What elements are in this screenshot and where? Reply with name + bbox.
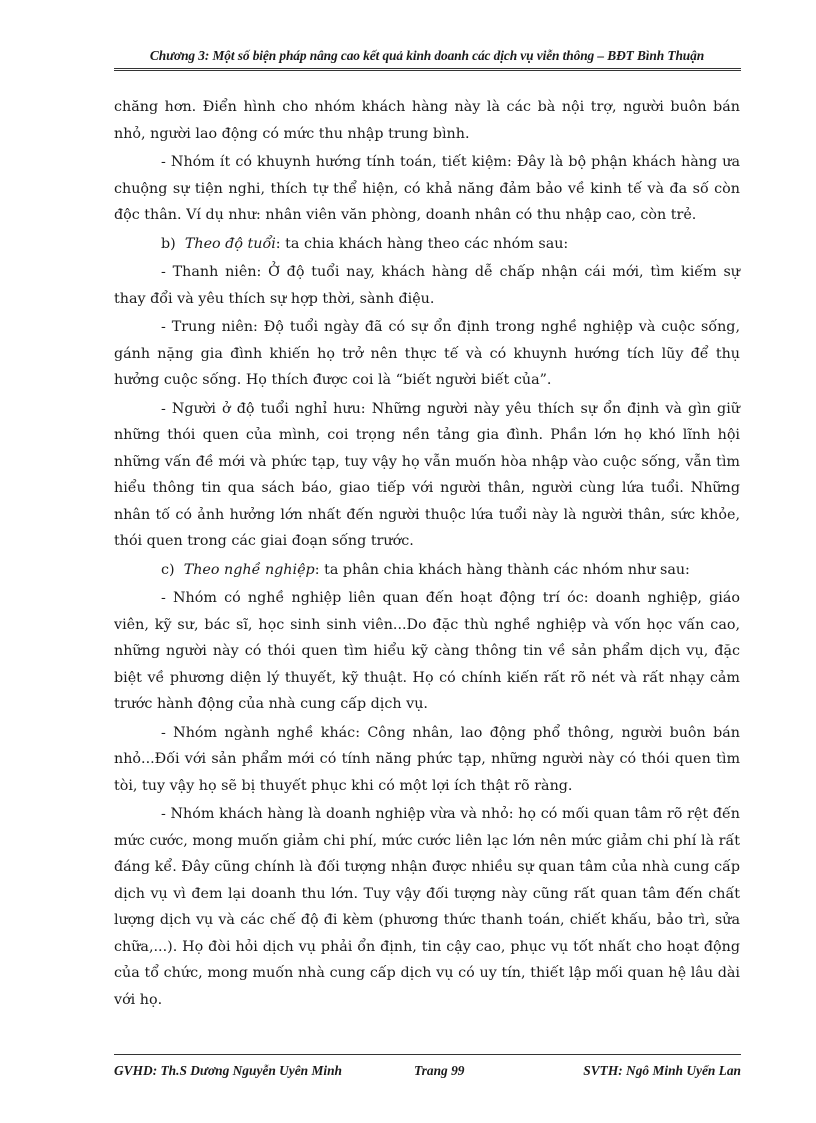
footer-page-number: Trang 99 bbox=[414, 1063, 465, 1078]
paragraph-3-text: : ta chia khách hàng theo các nhóm sau: bbox=[275, 235, 569, 252]
paragraph-7-text: : ta phân chia khách hàng thành các nhóm như sau: bbox=[314, 561, 690, 578]
paragraph-2: - Nhóm ít có khuynh hướng tính toán, tiết kiệm: Đây là bộ phận khách hàng ưa chuộng sự tiện nghi, thích tự thể hiện, có khả năng đảm bảo về kinh tế và đa số còn độc thân. Ví dụ như: nhân viên văn phòng, doanh nhân có thu nhập cao, còn trẻ. bbox=[114, 154, 740, 223]
paragraph-10: - Nhóm khách hàng là doanh nghiệp vừa và nhỏ: họ có mối quan tâm rõ rệt đến mức cước, mong muốn giảm chi phí, mức cước liên lạc lớn nên mức giảm chi phí là rất đáng kể. Đây cũng chính là đối tượng nhận được nhiều sự quan tâm của nhà cung cấp dịch vụ vì đem lại doanh thu lớn. Tuy vậy đối tượng này cũng rất quan tâm đến chất lượng dịch vụ và các chế độ đi kèm (phương thức thanh toán, chiết khấu, bảo trì, sửa chữa,...). Họ đòi hỏi dịch vụ phải ổn định, tin cậy cao, phục vụ tốt nhất cho hoạt động của tổ chức, mong muốn nhà cung cấp dịch vụ có uy tín, thiết lập mối quan hệ lâu dài với họ. bbox=[114, 806, 740, 1008]
footer-rule bbox=[114, 1054, 741, 1055]
term-age: Theo độ tuổi bbox=[184, 235, 276, 252]
list-marker-c: c) bbox=[161, 561, 175, 578]
paragraph-4: - Thanh niên: Ở độ tuổi nay, khách hàng dễ chấp nhận cái mới, tìm kiếm sự thay đổi và yêu thích sự hợp thời, sành điệu. bbox=[114, 264, 740, 307]
running-footer bbox=[114, 1063, 741, 1083]
body-text bbox=[114, 94, 740, 1013]
paragraph-3 bbox=[114, 231, 740, 258]
paragraph-9: - Nhóm ngành nghề khác: Công nhân, lao động phổ thông, người buôn bán nhỏ...Đối với sản phẩm mới có tính năng phức tạp, những người này có thói quen tìm tòi, tuy vậy họ sẽ bị thuyết phục khi có một lợi ích thật rõ ràng. bbox=[114, 724, 740, 794]
paragraph-6: - Người ở độ tuổi nghỉ hưu: Những người này yêu thích sự ổn định và gìn giữ những thói quen của mình, coi trọng nền tảng gia đình. Phần lớn họ khó lĩnh hội những vấn đề mới và phức tạp, tuy vậy họ vẫn muốn hòa nhập vào cuộc sống, vẫn tìm hiểu thông tin qua sách báo, giao tiếp với người thân, người cùng lứa tuổi. Những nhân tố có ảnh hưởng lớn nhất đến người thuộc lứa tuổi này là người thân, sức khỏe, thói quen trong các giai đoạn sống trước. bbox=[114, 400, 740, 549]
running-header: Chương 3: Một số biện pháp nâng cao kết quả kinh doanh các dịch vụ viễn thông – BĐT Bình Thuận bbox=[149, 48, 705, 63]
list-marker-b: b) bbox=[161, 235, 176, 252]
header-rule bbox=[114, 68, 741, 71]
footer-advisor: GVHD: Th.S Dương Nguyễn Uyên Minh bbox=[114, 1063, 343, 1078]
paragraph-8: - Nhóm có nghề nghiệp liên quan đến hoạt động trí óc: doanh nghiệp, giáo viên, kỹ sư, bác sĩ, học sinh sinh viên...Do đặc thù nghề nghiệp và vốn học vấn cao, những người này có thói quen tìm hiểu kỹ càng thông tin về sản phẩm dịch vụ, đặc biệt về phương diện lý thuyết, kỹ thuật. Họ có chính kiến rất rõ nét và rất nhạy cảm trước hành động của nhà cung cấp dịch vụ. bbox=[114, 590, 740, 712]
paragraph-5: - Trung niên: Độ tuổi ngày đã có sự ổn định trong nghề nghiệp và cuộc sống, gánh nặng gia đình khiến họ trở nên thực tế và có khuynh hướng tích lũy để thụ hưởng cuộc sống. Họ thích được coi là “biết người biết của”. bbox=[114, 319, 740, 388]
footer-student: SVTH: Ngô Minh Uyển Lan bbox=[583, 1063, 741, 1078]
term-occupation: Theo nghề nghiệp bbox=[183, 561, 315, 578]
paragraph-7 bbox=[114, 557, 740, 584]
paragraph-1: chăng hơn. Điển hình cho nhóm khách hàng này là các bà nội trợ, người buôn bán nhỏ, người lao động có mức thu nhập trung bình. bbox=[114, 99, 740, 142]
